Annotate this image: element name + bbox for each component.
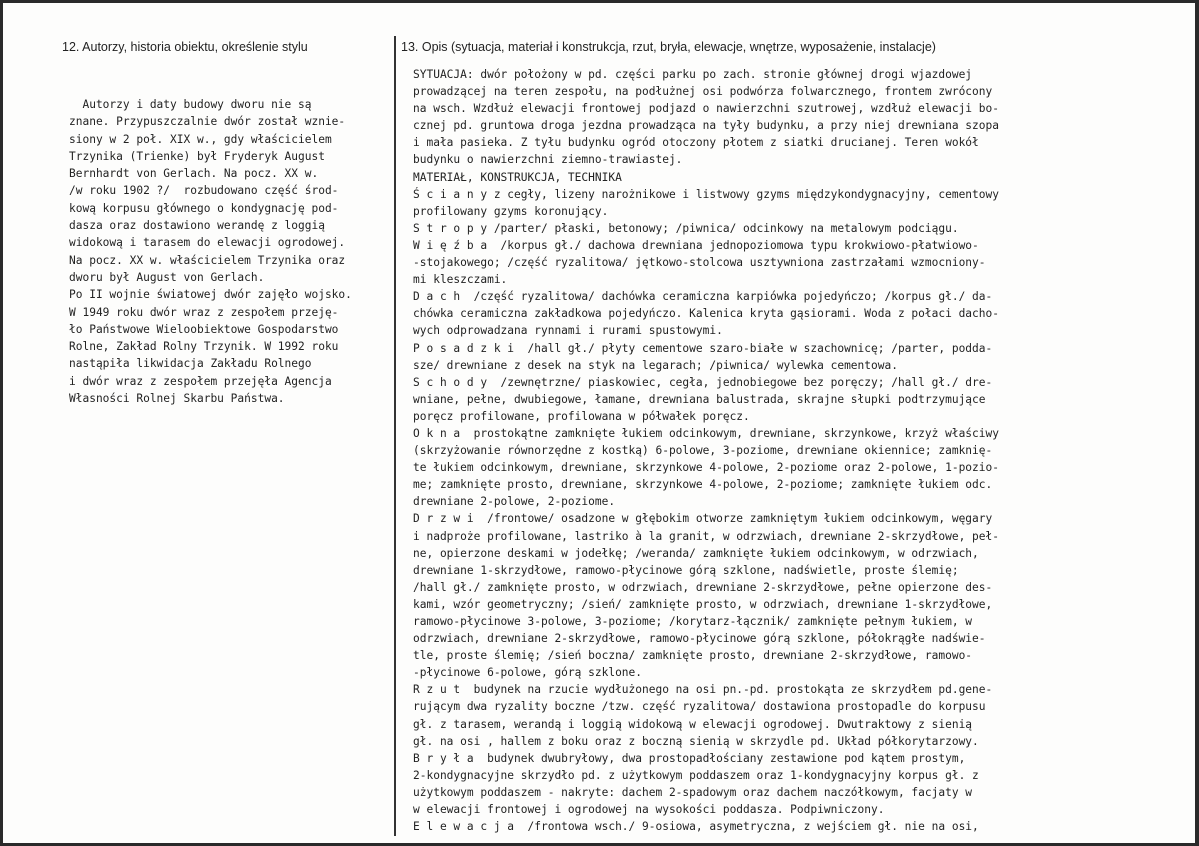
- text-line: użytkowym poddaszem - nakryte: dachem 2-spadowym oraz dachem naczółkowym, facjaty w: [413, 785, 973, 799]
- text-line: Po II wojnie światowej dwór zajęło wojsko.: [69, 288, 352, 302]
- text-line: S c h o d y /zewnętrzne/ piaskowiec, cegła, jednobiegowe bez poręczy; /hall gł./ dre-: [413, 375, 993, 389]
- text-line: ne, opierzone deskami w jodełkę; /weranda/ zamknięte łukiem odcinkowym, w odrzwiach,: [413, 546, 979, 560]
- text-line: W 1949 roku dwór wraz z zespołem przeję-: [69, 305, 339, 319]
- text-line: gł. z tarasem, werandą i loggią widokową w elewacji ogrodowej. Dwutraktowy z sienią: [413, 717, 973, 731]
- text-line: SYTUACJA: dwór położony w pd. części parku po zach. stronie głównej drogi wjazdowej: [413, 68, 973, 81]
- right-border: [1195, 0, 1199, 846]
- text-line: prowadzącej na teren zespołu, na podłużnej osi podwórza folwarcznego, frontem zwrócony: [413, 85, 993, 99]
- text-line: -stojakowego; /część ryzalitowa/ jętkowo-stolcowa usztywniona zastrzałami wzmocniony-: [413, 256, 986, 270]
- text-line: Ś c i a n y z cegły, lizeny narożnikowe i listwowy gzyms międzykondygnacyjny, cementowy: [413, 187, 999, 201]
- text-line: W i ę ź b a /korpus gł./ dachowa drewniana jednopoziomowa typu krokwiowo-płatwiowo-: [413, 238, 979, 252]
- text-line: drewniane 2-polowe, 2-poziome.: [413, 495, 616, 509]
- text-line: wniane, pełne, dwubiegowe, łamane, drewniana balustrada, skrajne słupki podtrzymujące: [413, 392, 986, 406]
- text-line: Rolne, Zakład Rolny Trzynik. W 1992 roku: [69, 340, 339, 354]
- text-line: Autorzy i daty budowy dworu nie są: [69, 98, 312, 111]
- text-line: O k n a prostokątne zamknięte łukiem odcinkowym, drewniane, skrzynkowe, krzyż właściwy: [413, 426, 999, 440]
- text-line: MATERIAŁ, KONSTRUKCJA, TECHNIKA: [413, 170, 622, 184]
- text-line: P o s a d z k i /hall gł./ płyty cementowe szaro-białe w szachownicę; /parter, podda-: [413, 341, 993, 355]
- text-line: i nadproże profilowane, lastriko à la granit, w odrzwiach, drewniane 2-skrzydłowe, peł-: [413, 529, 999, 543]
- text-line: dasza oraz dostawiono werandę z loggią: [69, 219, 325, 233]
- text-line: 2-kondygnacyjne skrzydło pd. z użytkowym poddaszem oraz 1-kondygnacyjny korpus gł. z: [413, 768, 979, 782]
- text-line: ramowo-płycinowe 3-polowe, 3-poziome; /korytarz-łącznik/ zamknięte pełnym łukiem, w: [413, 615, 973, 628]
- text-line: (skrzyżowanie równorzędne z kostką) 6-polowe, 3-poziome, drewniane okiennice; zamknię-: [413, 444, 993, 458]
- text-line: profilowany gzyms koronujący.: [413, 204, 609, 218]
- left-border: [0, 0, 3, 846]
- authors-history-text: [69, 96, 389, 407]
- text-line: Trzynika (Trienke) był Fryderyk August: [69, 149, 325, 163]
- text-line: budynku o nawierzchni ziemno-trawiastej.: [413, 153, 683, 167]
- text-line: te łukiem odcinkowym, drewniane, skrzynkowe 4-polowe, 2-poziome oraz 2-polowe, 1-pozio-: [413, 461, 999, 475]
- text-line: me; zamknięte prosto, drewniane, skrzynkowe 4-polowe, 2-poziome; zamknięte łukiem odc.: [413, 478, 993, 492]
- top-border: [0, 0, 1199, 3]
- text-line: S t r o p y /parter/ płaski, betonowy; /piwnica/ odcinkowy na metalowym podciągu.: [413, 221, 959, 235]
- text-line: -płycinowe 6-polowe, górą szklone.: [413, 666, 643, 680]
- section-12-header: 12. Autorzy, historia obiektu, określenie stylu: [62, 40, 308, 54]
- text-line: kową korpusu głównego o kondygnację pod-: [69, 201, 339, 215]
- text-line: w elewacji frontowej i ogrodowej na wysokości poddasza. Podpiwniczony.: [413, 803, 885, 817]
- text-line: nastąpiła likwidacja Zakładu Rolnego: [69, 357, 312, 371]
- text-line: siony w 2 poł. XIX w., gdy właścicielem: [69, 132, 332, 146]
- text-line: widokową i tarasem do elewacji ogrodowej.: [69, 236, 346, 250]
- text-line: B r y ł a budynek dwubryłowy, dwa prostopadłościany zestawione pod kątem prostym,: [413, 751, 966, 765]
- text-line: E l e w a c j a /frontowa wsch./ 9-osiowa, asymetryczna, z wejściem gł. nie na osi,: [413, 820, 979, 834]
- text-line: poręcz profilowane, profilowana w półwałek poręcz.: [413, 409, 750, 423]
- text-line: sze/ drewniane z desek na styk na legarach; /piwnica/ wylewka cementowa.: [413, 358, 898, 372]
- column-divider: [394, 36, 396, 836]
- text-line: i mała pasieka. Z tyłu budynku ogród otoczony płotem z siatki drucianej. Teren wokół: [413, 136, 979, 150]
- text-line: drewniane 1-skrzydłowe, ramowo-płycinowe górą szklone, nadświetle, proste ślemię;: [413, 563, 959, 577]
- text-line: mi kleszczami.: [413, 273, 508, 287]
- text-line: dworu był August von Gerlach.: [69, 270, 265, 284]
- section-13-header: 13. Opis (sytuacja, materiał i konstrukcja, rzut, bryła, elewacje, wnętrze, wyposażenie, instalacje): [401, 40, 936, 54]
- text-line: D a c h /część ryzalitowa/ dachówka ceramiczna karpiówka pojedyńczo; /korpus gł./ da-: [413, 290, 993, 304]
- text-line: gł. na osi , hallem z boku oraz z boczną sienią w skrzydle pd. Układ półkorytarzowy.: [413, 734, 979, 748]
- text-line: na wsch. Wzdłuż elewacji frontowej podjazd o nawierzchni szutrowej, wzdłuż elewacji bo-: [413, 102, 999, 116]
- text-line: /hall gł./ zamknięte prosto, w odrzwiach, drewniane 2-skrzydłowe, pełne opierzone des-: [413, 580, 993, 594]
- text-line: /w roku 1902 ?/ rozbudowano część środ-: [69, 184, 339, 198]
- text-line: rującym dwa ryzality boczne /tzw. część ryzalitowa/ dostawiona prostopadle do korpusu: [413, 700, 986, 714]
- text-line: Na pocz. XX w. właścicielem Trzynika oraz: [69, 253, 346, 267]
- text-line: tle, proste ślemię; /sień boczna/ zamknięte prosto, drewniane 2-skrzydłowe, ramowo-: [413, 649, 973, 663]
- text-line: wych odprowadzana rynnami i rurami spustowymi.: [413, 324, 723, 338]
- description-text: [413, 66, 1193, 835]
- text-line: cznej pd. gruntowa droga jezdna prowadząca na tyły budynku, a przy niej drewniana szopa: [413, 119, 999, 133]
- text-line: kami, wzór geometryczny; /sień/ zamknięte prosto, w odrzwiach, drewniane 1-skrzydłowe,: [413, 597, 993, 611]
- text-line: i dwór wraz z zespołem przejęła Agencja: [69, 374, 332, 388]
- text-line: znane. Przypuszczalnie dwór został wznie-: [69, 115, 346, 129]
- text-line: odrzwiach, drewniane 2-skrzydłowe, ramowo-płycinowe górą szklone, półokrągłe nadświe-: [413, 632, 986, 646]
- text-line: D r z w i /frontowe/ osadzone w głębokim otworze zamkniętym łukiem odcinkowym, węgary: [413, 512, 993, 526]
- text-line: chówka ceramiczna zakładkowa pojedyńczo. Kalenica kryta gąsiorami. Woda z połaci dacho-: [413, 307, 999, 321]
- text-line: R z u t budynek na rzucie wydłużonego na osi pn.-pd. prostokąta ze skrzydłem pd.gene-: [413, 683, 993, 697]
- text-line: Własności Rolnej Skarbu Państwa.: [69, 392, 285, 406]
- text-line: ło Państwowe Wieloobiektowe Gospodarstwo: [69, 322, 339, 336]
- text-line: Bernhardt von Gerlach. Na pocz. XX w.: [69, 167, 319, 181]
